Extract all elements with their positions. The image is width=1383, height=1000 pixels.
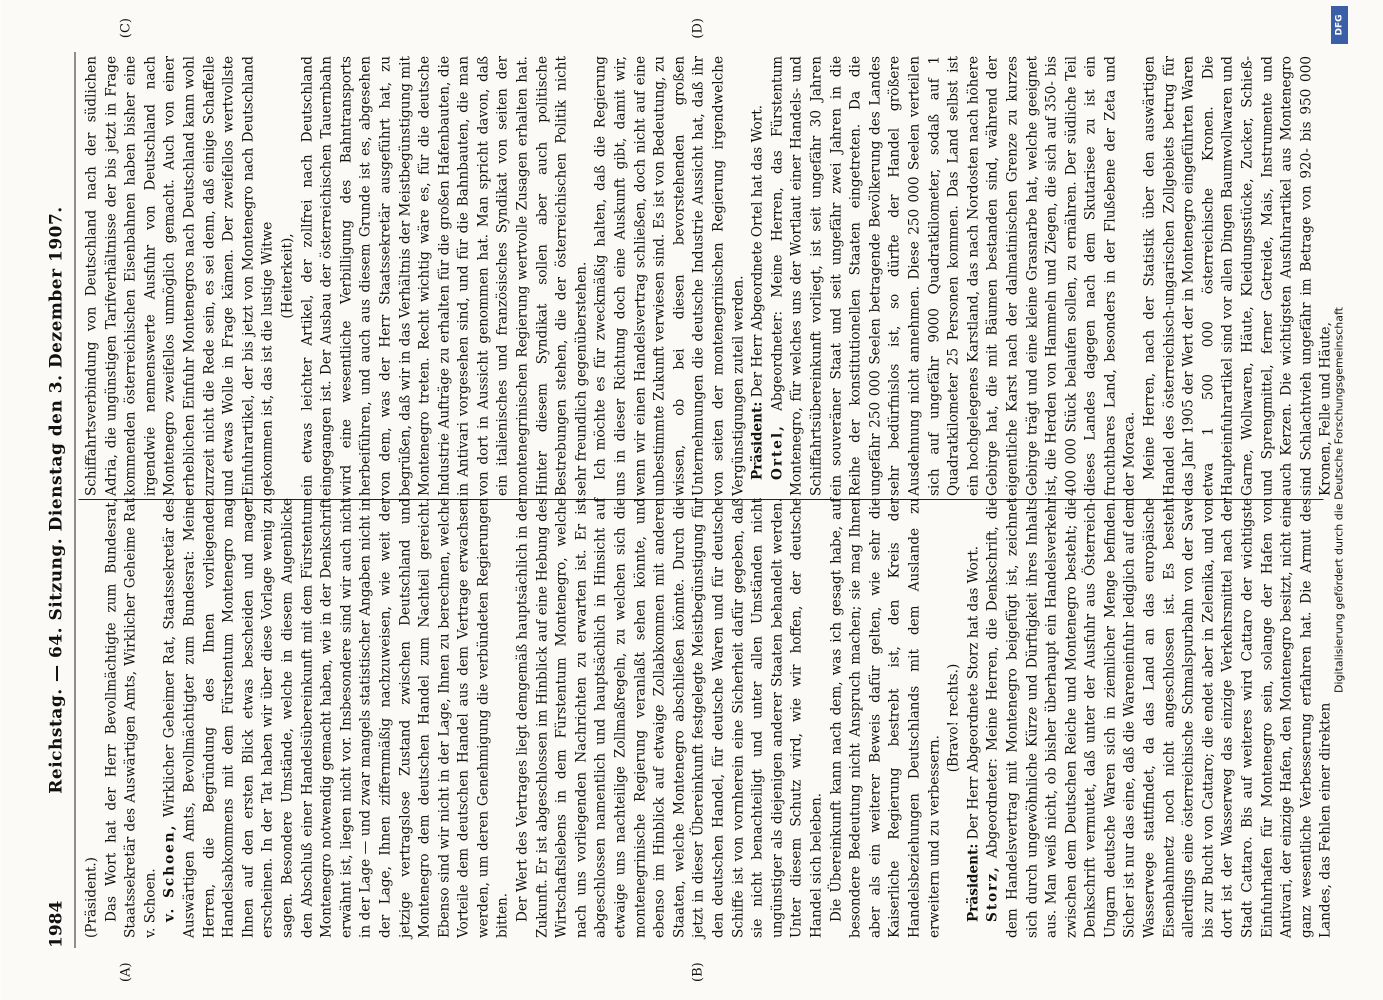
paragraph: Meine Herren, nach der Statistik über den auswärtigen Handel des österreichisch-ungarischen Zollgebiets betrug für das Jahr 1905 der Wert der in Montenegro eingeführten Waren etwa 1 500 000 österreichische Kronen. Die Haupteinfuhrartikel sind vor allen Dingen Baumwollwaren und Garne, Wollwaren, Häute, Kleidungsstücke, Zucker, Schieß- und Sprengmittel, ferner Getreide, Mais, Instrumente und auch Kerzen. Die wichtigsten Ausfuhrartikel aus Montenegro sind Schlachtvieh ungefähr im Betrage von 920- bis 950 000 Kronen, Felle und Häute, xyxy=(1141,56,1334,496)
page-header xyxy=(46,52,74,948)
paragraph: Das Wort hat der Herr Bevollmächtigte zum Bundesrat, Staatssekretär des Auswärtigen Amts, Wirklicher Geheime Rat v. Schoen. xyxy=(102,498,158,938)
header-rule xyxy=(74,52,75,948)
margin-marker-c: (C) xyxy=(118,18,133,39)
paragraph: Der Herr Abgeordnete Storz hat das Wort. xyxy=(964,545,981,840)
page-number: 1984 xyxy=(46,900,66,948)
running-title: Reichstag. — 64. Sitzung. Dienstag den 3. Dezember 1907. xyxy=(46,206,66,794)
speaker-name: Storz, xyxy=(984,865,1001,922)
paragraph: ein etwas leichter Artikel, der zollfrei nach Deutschland eingegangen ist. Der Ausbau der österreichischen Tauernbahn wird eine wesentliche Verbilligung des Bahntransports herbeiführen, und auch aus diesem Grunde ist es, abgesehen von dem, was der Herr Staatssekretär ausgeführt hat, zu begrüßen, daß wir in das Verhältnis der Meistbegünstigung mit Montenegro treten. Recht wichtig wäre es, für die deutsche Industrie Aufträge zu erhalten für die großen Hafenbauten, die in Antivari vorgesehen sind, und für die Bahnbauten, die man von dort in Aussicht genommen hat. Man spricht davon, daß ein italienisches und französisches Syndikat von seiten der montenegrinischen Regierung wertvolle Zusagen erhalten hat. Hinter diesem Syndikat sollen aber auch politische Bestrebungen stehen, die der österreichischen Politik nicht sehr freundlich gegenüberstehen. xyxy=(298,56,589,496)
paragraph: Wirklicher Geheimer Rat, Staatssekretär des Auswärtigen Amts, Bevollmächtigter zum Bundesrat: Meine Herren, die Begründung des Ihnen vorliegenden Handelsabkommens mit dem Fürstentum Montenegro mag Ihnen auf den ersten Blick etwas bescheiden und mager erscheinen. In der Tat haben wir über diese Vorlage wenig zu sagen. Besondere Umstände, welche in diesem Augenblicke den Abschluß einer Handelsübereinkunft mit dem Fürstentum Montenegro notwendig gemacht haben, wie in der Denkschrift erwähnt ist, liegen nicht vor. Insbesondere sind wir auch nicht in der Lage — und zwar mangels statistischer Angaben nicht in der Lage, Ihnen ziffernmäßig nachzuweisen, wie weit der jetzige vertragslose Zustand zwischen Deutschland und Montenegro dem deutschen Handel zum Nachteil gereicht. Ebenso sind wir nicht in der Lage, Ihnen zu berechnen, welche Vorteile dem deutschen Handel aus dem Vertrage erwachsen werden, um deren Genehmigung die verbündeten Regierungen bitten. xyxy=(161,497,511,938)
speaker-name: v. Schoen, xyxy=(161,823,178,922)
digitization-note: Digitalisierung gefördert durch die Deutsche Forschungsgemeinschaft xyxy=(1332,307,1346,693)
speaker-label: (Präsident.) xyxy=(83,857,99,938)
speaker-name: Präsident: xyxy=(964,843,981,922)
margin-marker-d: (D) xyxy=(690,18,705,39)
right-column xyxy=(82,56,1336,496)
margin-marker-b: (B) xyxy=(690,962,705,982)
paragraph: Ich möchte es für zweckmäßig halten, daß die Regierung uns in dieser Richtung doch eine Auskunft gibt, damit wir, wenn wir einen Handelsvertrag schließen, doch nicht auf eine unbestimmte Zukunft verwiesen sind. Es ist von Bedeutung, zu wissen, ob bei diesen bevorstehenden großen Unternehmungen die deutsche Industrie Aussicht hat, daß ihr von seiten der montenegrinischen Regierung irgendwelche Vergünstigungen zuteil werden. xyxy=(592,56,746,496)
paragraph: Abgeordneter: Meine Herren, das Fürstentum Montenegro, für welches uns der Wortlaut einer Handels- und Schiffahrtsübereinkunft vorliegt, ist seit ungefähr 30 Jahren ein souveräner Staat und seit ungefähr zwei Jahren in die Reihe der konstitutionellen Staaten eingetreten. Da die ungefähr 250 000 Seelen betragende Bevölkerung des Landes sehr bedürfnislos ist, so dürfte der Handel größere Ausdehnung nicht annehmen. Diese 250 000 Seelen verteilen sich auf ungefähr 9000 Quadratkilometer, sodaß auf 1 Quadratkilometer 25 Personen kommen. Das Land selbst ist ein hochgelegenes Karstland, das nach Nordosten nach höhere Gebirge hat, die mit Bäumen bestanden sind, während der eigentliche Karst nach der dalmatinischen Grenze zu kurzes Gebirge trägt und eine kleine Grasnarbe hat, welche geeignet ist, die Herden von Hammeln und Ziegen, die sich auf 350- bis 400 000 Stück belaufen sollen, zu ernähren. Der südliche Teil dieses Landes dagegen nach dem Skutarisee zu ist ein fruchtbares Land, besonders in der Flußebene der Zeta und der Moraca. xyxy=(768,55,1138,496)
paragraph: Der Herr Abgeordnete Ortel hat das Wort. xyxy=(749,104,766,398)
speaker-name: Ortel, xyxy=(768,424,785,480)
laughter-note: (Heiterkeit), xyxy=(278,233,295,319)
margin-marker-a: (A) xyxy=(118,962,133,982)
left-column xyxy=(82,498,1336,938)
applause-note: (Bravo! rechts.) xyxy=(945,663,962,773)
paragraph: Schiffahrtsverbindung von Deutschland nach der südlichen Adria, die ungünstigen Tarifverhältnisse der bis jetzt in Frage kommenden österreichischen Eisenbahnen haben bisher eine irgendwie nennenswerte Ausfuhr von Deutschland nach Montenegro zweifellos unmöglich gemacht. Auch von einer erheblichen Einfuhr Montenegros nach Deutschland kann wohl zurzeit nicht die Rede sein, es sei denn, daß einige Schaffelle und etwas Wolle in Frage kämen. Der zweifellos wertvollste Einfuhrartikel, der bis jetzt von Montenegro nach Deutschland gekommen ist, das ist die lustige Witwe xyxy=(83,56,276,496)
dfg-logo: DFG xyxy=(1331,6,1348,44)
digitization-credit xyxy=(1283,0,1383,1000)
paragraph: Abgeordneter: Meine Herren, die Denkschrift, die dem Handelsvertrag mit Montenegro beigefügt ist, zeichnet sich durch ungewöhnliche Kürze und Dürftigkeit ihres Inhalts aus. Man weiß nicht, ob bisher überhaupt ein Handelsverkehr zwischen dem Deutschen Reiche und Montenegro besteht; die Denkschrift vermutet, daß unter der Ausfuhr aus Österreich-Ungarn deutsche Waren sich in ziemlicher Menge befinden. Sicher ist nur das eine, daß die Wareneinfuhr lediglich auf dem Wasserwege stattfindet, da das Land an das europäische Eisenbahnnetz noch nicht angeschlossen ist. Es besteht allerdings eine österreichische Schmalspurbahn von der Save bis zur Bucht von Cattaro; die endet aber in Zelenika, und von dort ist der Wasserweg das einzige Verkehrsmittel nach der Stadt Cattaro. Bis auf weiteres wird Cattaro der wichtigste Einfuhrhafen für Montenegro sein, solange der Hafen von Antivari, der einzige Hafen, den Montenegro besitzt, nicht eine ganz wesentliche Verbesserung erfahren hat. Die Armut des Landes, das Fehlen einer direkten xyxy=(984,498,1334,938)
paragraph: Die Übereinkunft kann nach dem, was ich gesagt habe, auf besondere Bedeutung nicht Anspruch machen; sie mag Ihnen aber als ein weiterer Beweis dafür gelten, wie sehr die Kaiserliche Regierung bestrebt ist, den Kreis der Handelsbeziehungen Deutschlands mit dem Auslande zu erweitern und zu verbessern. xyxy=(827,498,942,938)
paragraph: Der Wert des Vertrages liegt demgemäß hauptsächlich in der Zukunft. Er ist abgeschlossen im Hinblick auf eine Hebung des Wirtschaftslebens in dem Fürstentum Montenegro, welche nach uns vorliegenden Nachrichten zu erwarten ist. Er ist abgeschlossen namentlich und hauptsächlich in Hinsicht auf etwaige uns nachteilige Zollmaßregeln, zu welchen sich die montenegrinische Regierung veranlaßt sehen könnte, und ebenso im Hinblick auf etwaige Zollabkommen mit anderen Staaten, welche Montenegro abschließen könnte. Durch die jetzt in dieser Übereinkunft festgelegte Meistbegünstigung für den deutschen Handel, für deutsche Waren und für deutsche Schiffe ist von vornherein eine Sicherheit dafür gegeben, daß sie nicht benachteiligt und unter allen Umständen nicht ungünstiger als diejenigen anderer Staaten behandelt werden. Unter diesem Schutz wird, wie wir hoffen, der deutsche Handel sich beleben. xyxy=(514,498,824,938)
speaker-name: Präsident: xyxy=(749,401,766,480)
